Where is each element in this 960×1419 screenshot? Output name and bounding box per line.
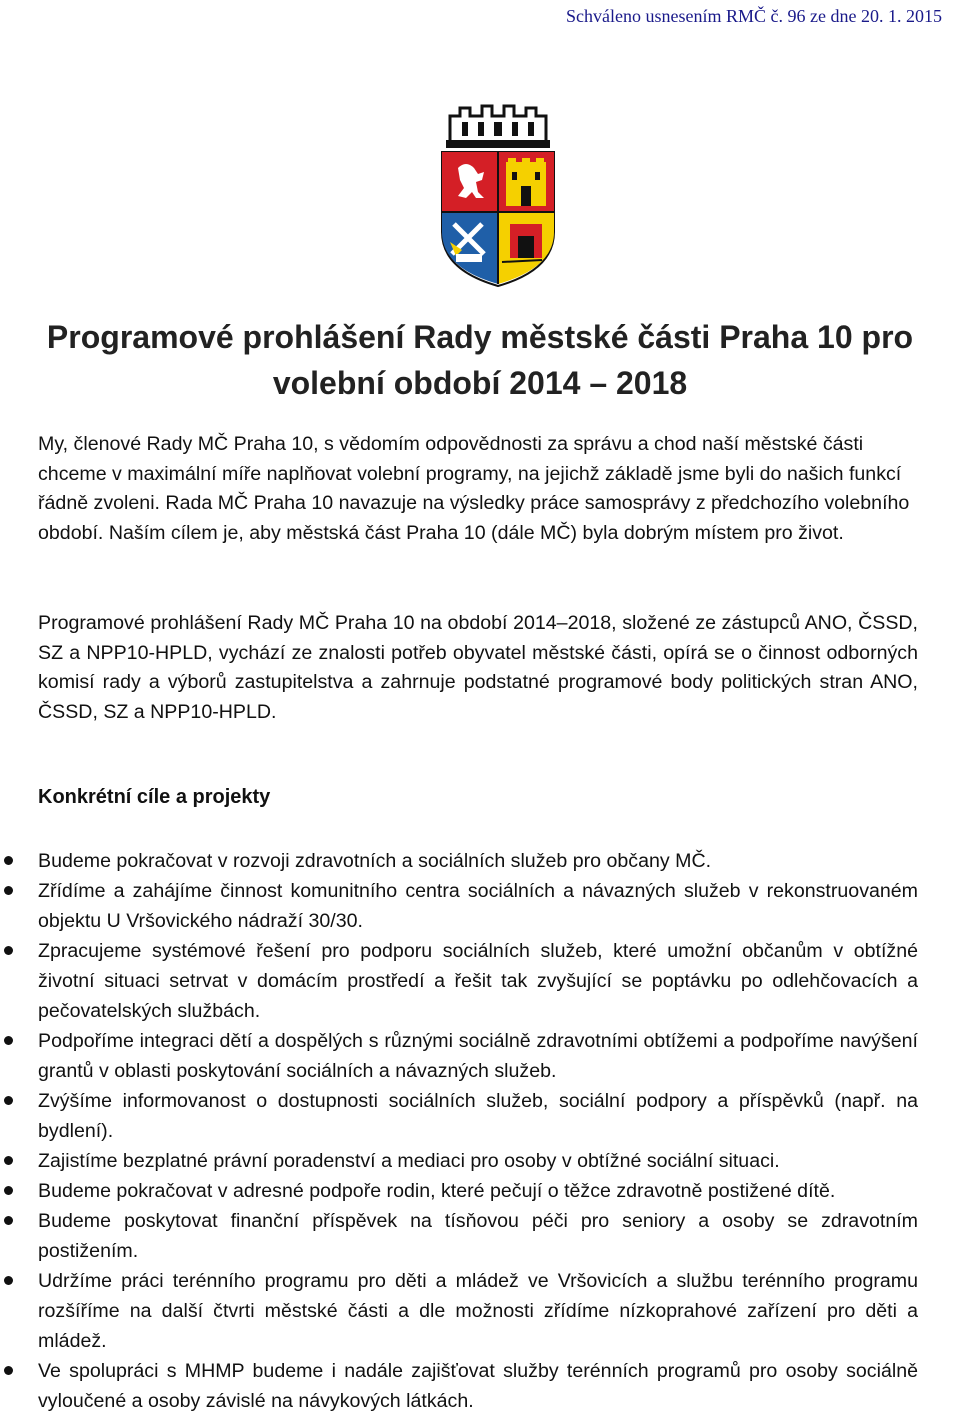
bullet-icon	[4, 1366, 13, 1375]
list-item	[0, 876, 918, 936]
list-item-text: Zvýšíme informovanost o dostupnosti sociálních služeb, sociální podpory a příspěvků (např. na bydlení).	[38, 1090, 918, 1142]
section-heading: Konkrétní cíle a projekty	[38, 786, 271, 808]
list-item-text: Budeme pokračovat v adresné podpoře rodin, které pečují o těžce zdravotně postižené dítě.	[38, 1180, 836, 1202]
list-item	[0, 1266, 918, 1356]
bullet-icon	[4, 1156, 13, 1165]
crown-icon	[446, 106, 550, 148]
list-item	[0, 1206, 918, 1266]
bullet-icon	[4, 1096, 13, 1105]
list-item-text: Budeme poskytovat finanční příspěvek na tísňovou péči pro seniory a osoby se zdravotním postižením.	[38, 1210, 918, 1262]
list-item	[0, 846, 918, 876]
bullet-icon	[4, 886, 13, 895]
bullet-icon	[4, 1276, 13, 1285]
bullet-icon	[4, 856, 13, 865]
bullet-icon	[4, 1036, 13, 1045]
shield-icon	[442, 152, 554, 286]
list-item-text: Zpracujeme systémové řešení pro podporu sociálních služeb, které umožní občanům v obtížné životní situaci setrvat v domácím prostředí a řešit tak zvyšující se poptávku po odlehčovacích a pečovatelských službách.	[38, 940, 918, 1022]
intro-paragraph-2: Programové prohlášení Rady MČ Praha 10 na období 2014–2018, složené ze zástupců ANO, ČSSD, SZ a NPP10-HPLD, vychází ze znalosti potřeb obyvatel městské části, opírá se o činnost odborných komisí rady a výborů zastupitelstva a zahrnuje podstatné programové body politických stran ANO, ČSSD, SZ a NPP10-HPLD.	[38, 612, 918, 723]
intro-paragraph-1: My, členové Rady MČ Praha 10, s vědomím odpovědnosti za správu a chod naší městské části chceme v maximální míře naplňovat volební programy, na jejichž základě jsme byli do našich funkcí řádně zvoleni. Rada MČ Praha 10 navazuje na výsledky práce samosprávy z předchozího volebního období. Naším cílem je, aby městská část Praha 10 (dále MČ) byla dobrým místem pro život.	[38, 433, 910, 544]
approval-note: Schváleno usnesením RMČ č. 96 ze dne 20. 1. 2015	[566, 6, 942, 26]
bullet-icon	[4, 1216, 13, 1225]
list-item-text: Ve spolupráci s MHMP budeme i nadále zajišťovat služby terénních programů pro osoby sociálně vyloučené a osoby závislé na návykových látkách.	[38, 1360, 918, 1412]
list-item	[0, 1026, 918, 1086]
bullet-icon	[4, 1186, 13, 1195]
list-item-text: Zajistíme bezplatné právní poradenství a mediaci pro osoby v obtížné sociální situaci.	[38, 1150, 780, 1172]
list-item-text: Podpoříme integraci dětí a dospělých s různými sociálně zdravotními obtížemi a podpoříme navýšení grantů v oblasti poskytování sociálních a návazných služeb.	[38, 1030, 918, 1082]
list-item-text: Zřídíme a zahájíme činnost komunitního centra sociálních a návazných služeb v rekonstruovaném objektu U Vršovického nádraží 30/30.	[38, 880, 918, 932]
title-line-1: Programové prohlášení Rady městské části Praha 10 pro	[46, 319, 914, 355]
bullet-icon	[4, 946, 13, 955]
list-item	[0, 1176, 918, 1206]
title-line-2: volební období 2014 – 2018	[272, 365, 688, 401]
goals-list	[0, 846, 960, 1416]
list-item	[0, 1146, 918, 1176]
page-title	[20, 314, 940, 406]
list-item	[0, 1086, 918, 1146]
list-item-text: Udržíme práci terénního programu pro děti a mládež ve Vršovicích a službu terénního programu rozšíříme na další čtvrti městské části a dle možnosti zřídíme nízkoprahové zařízení pro děti a mládež.	[38, 1270, 918, 1352]
list-item	[0, 936, 918, 1026]
list-item	[0, 1356, 918, 1416]
list-item-text: Budeme pokračovat v rozvoji zdravotních a sociálních služeb pro občany MČ.	[38, 850, 712, 872]
praha-10-coat-of-arms-icon	[436, 102, 560, 288]
